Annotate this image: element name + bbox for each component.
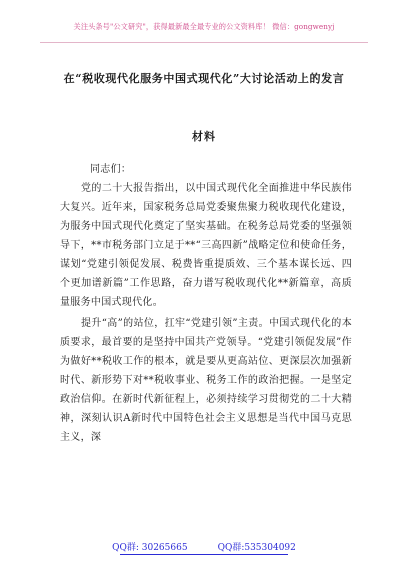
footer (0, 540, 408, 553)
body-paragraph: 党的二十大报告指出，以中国式现代化全面推进中华民族伟大复兴。近年来，国家税务总局党委聚焦聚力税收现代化建设，为服务中国式现代化奠定了坚实基础。在税务总局党委的坚强领导下，**市税务部门立足于**“三高四新”战略定位和使命任务，谋划“党建引领促发展、税费皆重提质效、三个基本谋长远、四个更加谱新篇”工作思路，奋力谱写税收现代化**新篇章，高质量服务中国式现代化。 (60, 183, 352, 308)
body-paragraph: 提升“高”的站位，扛牢“党建引领”主责。中国式现代化的本质要求，最首要的是坚持中国共产党领导。“党建引领促发展”作为做好**税收工作的根本，就是要从更高站位、更深层次加强新时代、新形势下对**税收事业、税务工作的政治把握。一是坚定政治信仰。在新时代新征程上，必须持续学习贯彻党的二十大精神，深刻认识A新时代中国特色社会主义思想是当代中国马克思主义，深 (60, 318, 352, 443)
footer-underline (120, 554, 288, 555)
document-title-continuation: 材料 (192, 130, 216, 143)
salutation: 同志们： (90, 164, 132, 175)
footer-qq-group-2: QQ群:535304092 (217, 543, 296, 553)
header-divider (40, 42, 368, 43)
footer-qq-group-1: QQ群: 30265665 (112, 543, 188, 553)
document-title: 在“税收现代化服务中国式现代化”大讨论活动上的发言 (63, 72, 345, 85)
header-banner: 关注头条号"公文研究"，获得最新最全最专业的公文资料库！ 微信：gongwenyj (73, 22, 335, 31)
document-body (60, 160, 352, 447)
